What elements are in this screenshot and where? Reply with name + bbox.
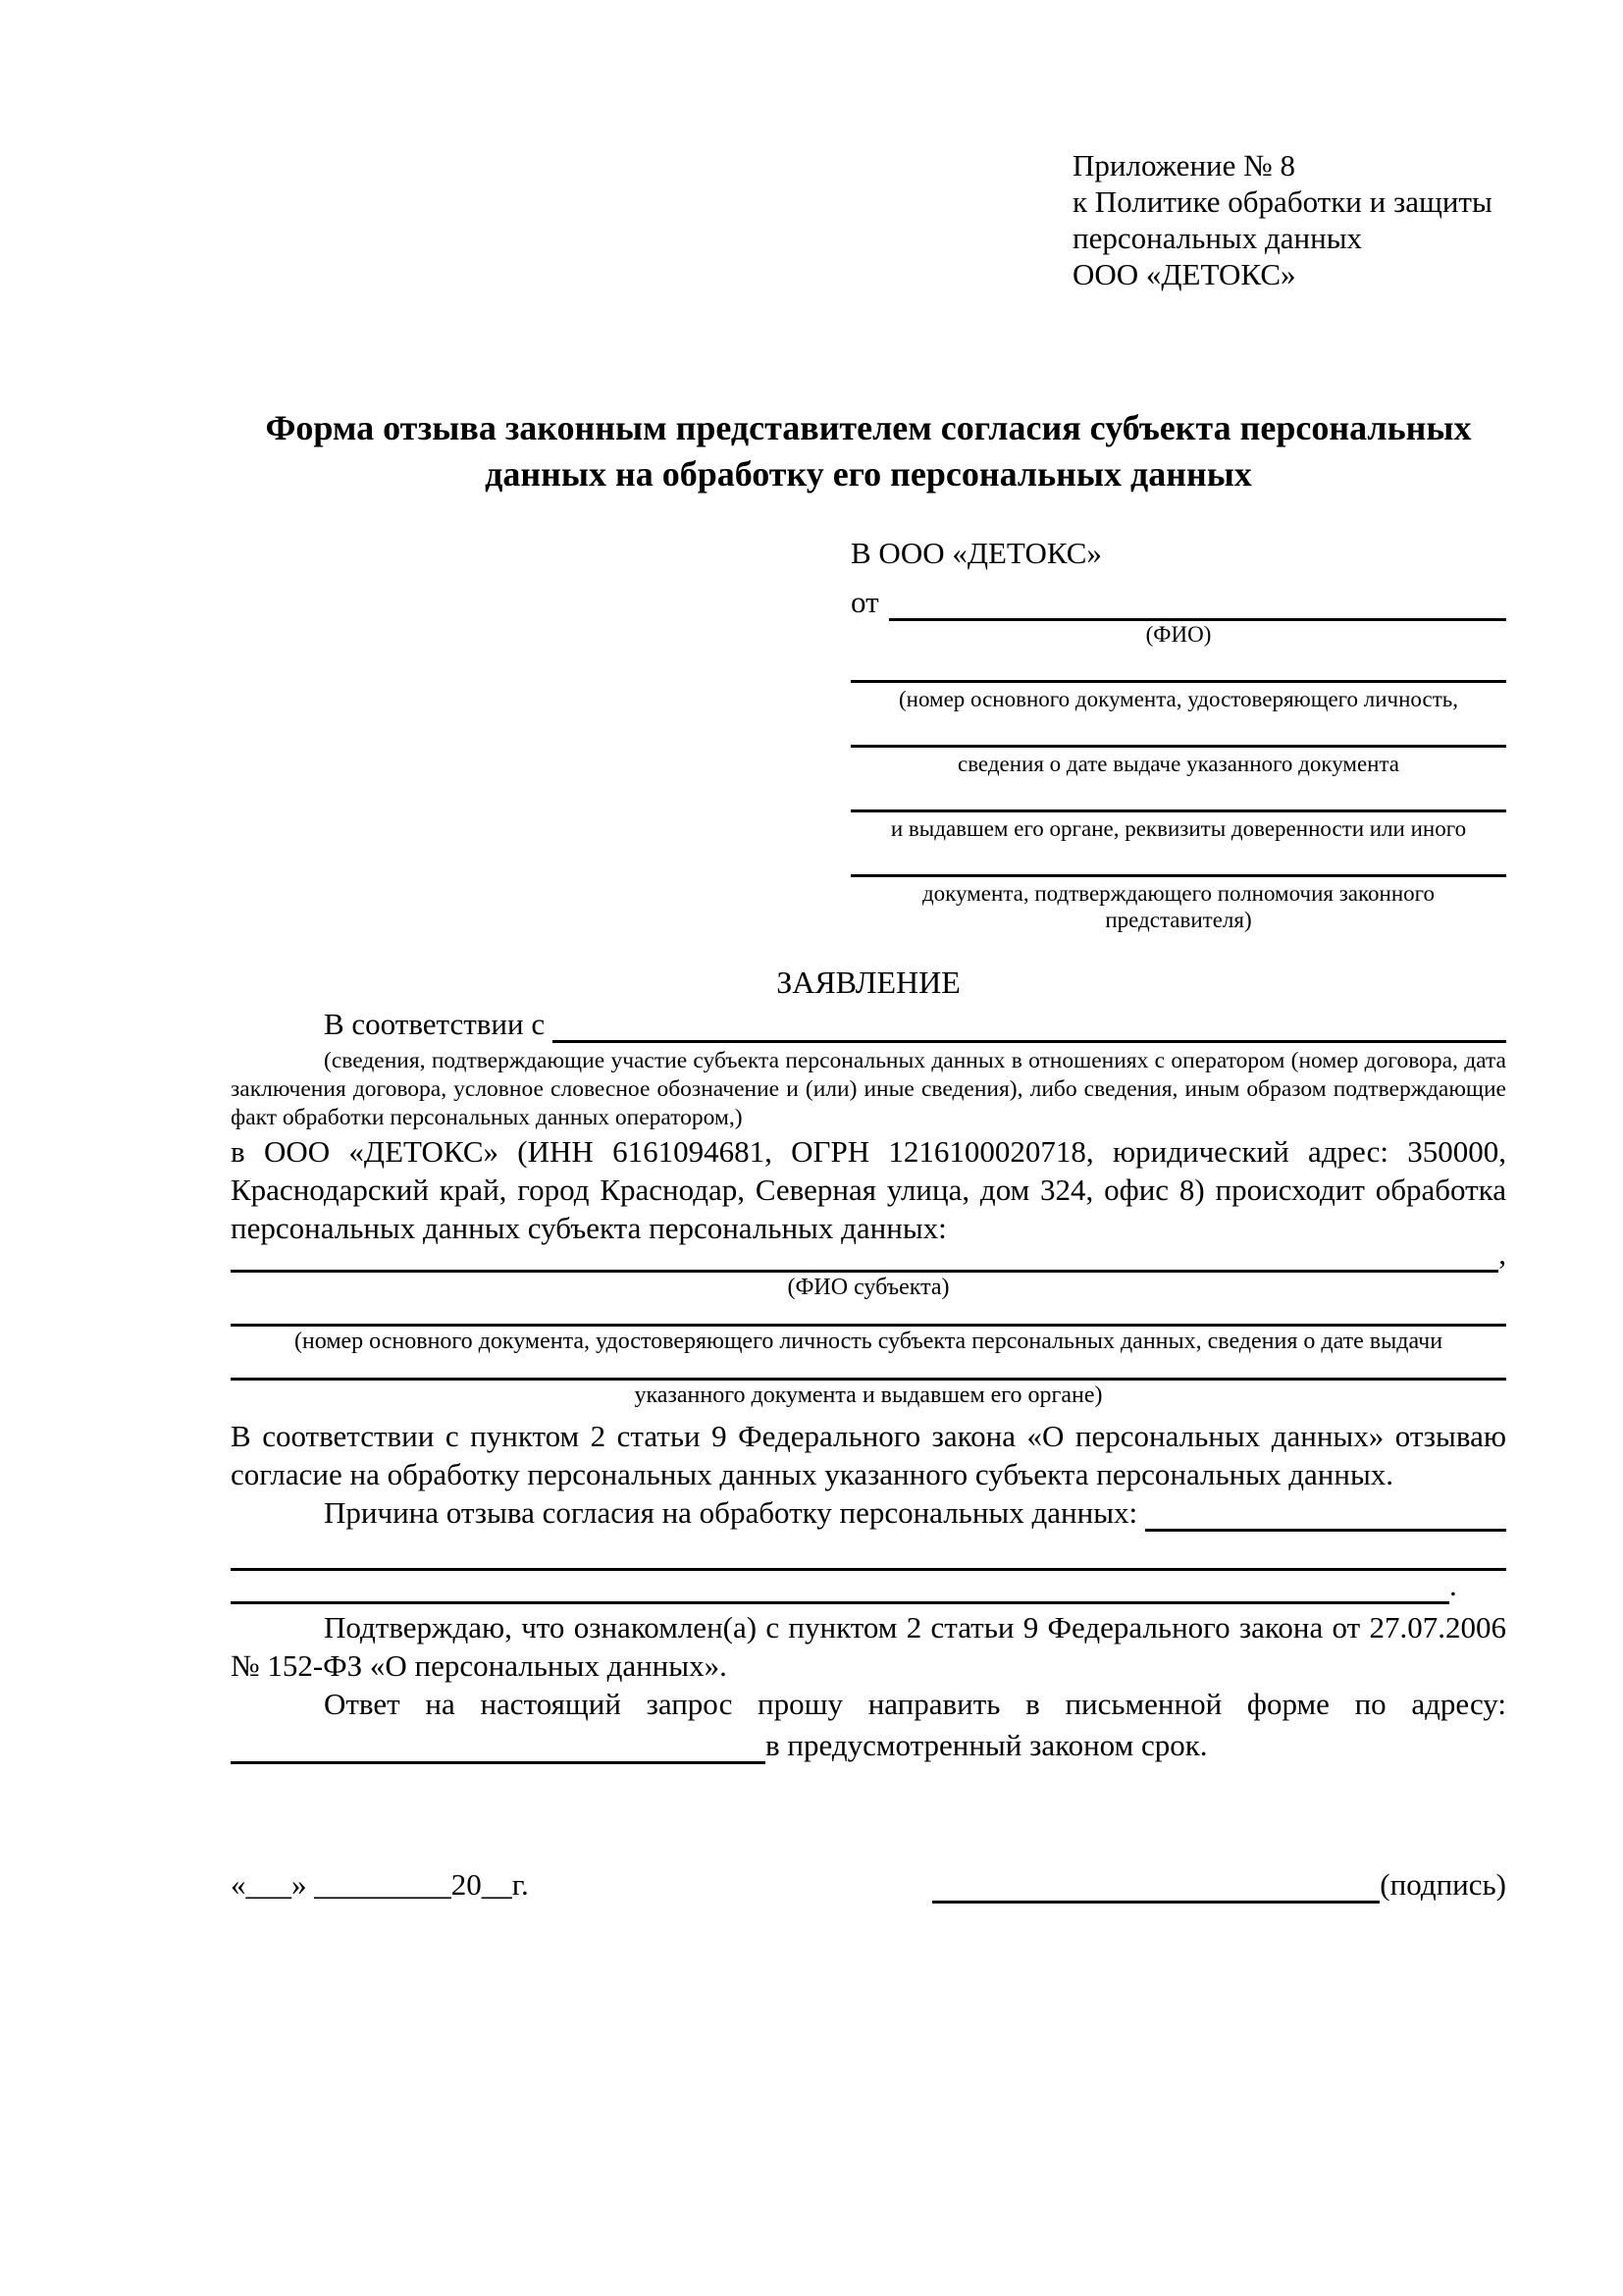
confirmation-paragraph: Подтверждаю, что ознакомлен(а) с пунктом 2 статьи 9 Федерального закона от 27.07.2006 № 152-ФЗ «О персональных данных». xyxy=(231,1610,1506,1683)
issuing-authority-blank-line xyxy=(851,777,1506,812)
subject-fio-caption: (ФИО субъекта) xyxy=(787,1275,950,1300)
subject-document-blank-line-1 xyxy=(231,1301,1506,1327)
addressee-field-1 xyxy=(851,648,1506,712)
addressee-field-2 xyxy=(851,712,1506,777)
from-row xyxy=(851,574,1506,621)
subject-document-blank-line-2 xyxy=(231,1355,1506,1381)
reply-address-blank-line xyxy=(231,1756,765,1764)
document-title: Форма отзыва законным представителем согласия субъекта персональных данных на обработку его персональных данных xyxy=(265,408,1472,494)
reason-blank-line-2 xyxy=(231,1532,1506,1571)
reply-address-row xyxy=(231,1723,1506,1764)
reason-line-3-row xyxy=(231,1568,1506,1604)
signature-blank-line xyxy=(932,1896,1380,1904)
signature-block xyxy=(932,1865,1506,1904)
reply-lead-paragraph: Ответ на настоящий запрос прошу направить в письменной форме по адресу: xyxy=(324,1687,1506,1721)
from-label: от xyxy=(851,585,879,619)
basis-lead-text: В соответствии с xyxy=(324,1007,546,1041)
subject-line-comma: , xyxy=(1498,1236,1506,1271)
document-number-blank-line xyxy=(851,648,1506,683)
reason-blank-line-3 xyxy=(231,1596,1449,1604)
addressee-field-3 xyxy=(851,777,1506,842)
subject-fio-blank-line xyxy=(231,1265,1498,1273)
subject-document-caption-2: указанного документа и выдавшем его органе) xyxy=(634,1383,1103,1408)
authority-document-blank-line xyxy=(851,842,1506,877)
issue-date-blank-line xyxy=(851,712,1506,748)
representative-fio-blank-line xyxy=(889,613,1506,621)
subject-document-caption-1: (номер основного документа, удостоверяющего личность субъекта персональных данных, сведения о дате выдачи xyxy=(293,1329,1443,1354)
reason-row xyxy=(231,1493,1506,1532)
date-blank: «___» _________20__г. xyxy=(231,1867,529,1902)
appendix-line-2: к Политике обработки и защиты xyxy=(1073,184,1492,219)
signature-caption: (подпись) xyxy=(1380,1867,1506,1902)
addressee-field-3-caption: и выдавшем его органе, реквизиты доверенности или иного xyxy=(890,816,1467,841)
signature-footer xyxy=(231,1858,1506,1904)
appendix-line-3: персональных данных xyxy=(1073,221,1363,255)
reason-lead-text: Причина отзыва согласия на обработку персональных данных: xyxy=(324,1495,1138,1530)
appendix-line-4: ООО «ДЕТОКС» xyxy=(1073,257,1296,291)
reason-line-period: . xyxy=(1449,1568,1457,1602)
addressee-field-2-caption: сведения о дате выдаче указанного документа xyxy=(957,752,1400,776)
basis-blank-line xyxy=(552,1035,1506,1043)
appendix-line-1: Приложение № 8 xyxy=(1073,148,1295,183)
addressee-field-4-caption: документа, подтверждающего полномочия законного представителя) xyxy=(921,881,1435,932)
basis-explanation-note: (сведения, подтверждающие участие субъекта персональных данных в отношениях с оператором (номер договора, дата заключения договора, условное словесное обозначение и (или) иные сведения), либо сведения, иным образом подтверждающие факт обработки персональных данных оператором,) xyxy=(231,1048,1506,1130)
addressee-field-4 xyxy=(851,842,1506,933)
addressee-organization: В ООО «ДЕТОКС» xyxy=(851,536,1102,570)
addressee-block xyxy=(851,533,1506,933)
revocation-paragraph: В соответствии с пунктом 2 статьи 9 Федерального закона «О персональных данных» отзываю согласие на обработку персональных данных указанного субъекта персональных данных. xyxy=(231,1419,1506,1491)
reason-blank-line-1 xyxy=(1145,1524,1506,1532)
basis-row xyxy=(231,1002,1506,1043)
reply-tail-text: в предусмотренный законом срок. xyxy=(765,1728,1208,1762)
addressee-field-1-caption: (номер основного документа, удостоверяющего личность, xyxy=(898,687,1458,711)
statement-heading: ЗАЯВЛЕНИЕ xyxy=(776,965,961,1000)
operator-paragraph: в ООО «ДЕТОКС» (ИНН 6161094681, ОГРН 1216100020718, юридический адрес: 350000, Краснодарский край, город Краснодар, Северная улица, дом 324, офис 8) происходит обработка персональных данных субъекта персональных данных: xyxy=(231,1134,1506,1245)
appendix-block xyxy=(1073,147,1506,292)
fio-caption: (ФИО) xyxy=(1145,622,1212,647)
